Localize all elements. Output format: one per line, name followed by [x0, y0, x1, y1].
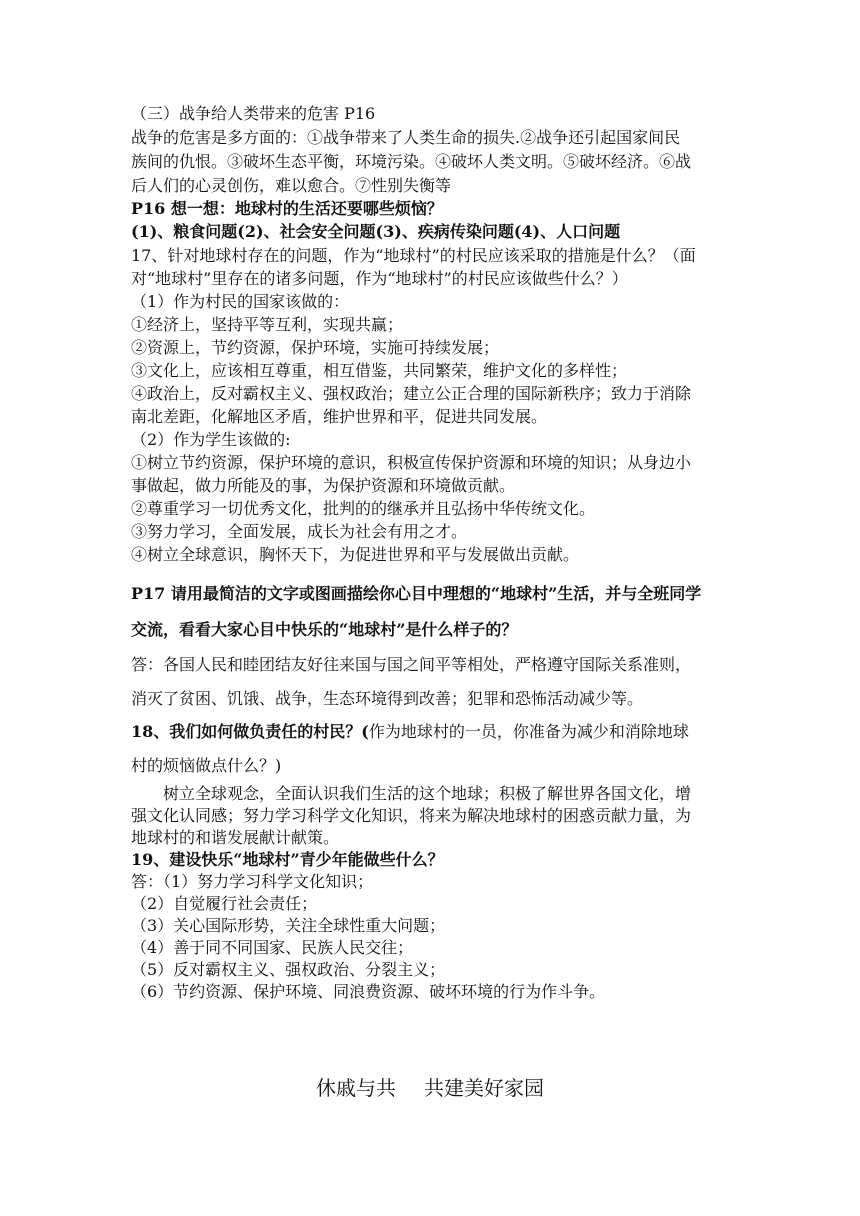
- subheading: （2）作为学生该做的:: [131, 430, 291, 449]
- list-item-continued: 南北差距，化解地区矛盾，维护世界和平，促进共同发展。: [131, 407, 548, 426]
- list-item: （4）善于同不同国家、民族人民交往；: [131, 938, 414, 957]
- answer-line: (1)、粮食问题(2)、社会安全问题(3)、疾病传染问题(4)、人口问题: [131, 222, 621, 241]
- question-heading: 交流，看看大家心目中快乐的“地球村”是什么样子的？: [131, 620, 518, 639]
- section-heading: （三）战争给人类带来的危害 P16: [131, 104, 376, 123]
- list-item-continued: 事做起，做力所能及的事，为保护资源和环境做贡献。: [131, 476, 516, 495]
- question-heading: P16 想一想：地球村的生活还要哪些烦恼？: [131, 199, 443, 218]
- list-item: ③努力学习，全面发展，成长为社会有用之才。: [131, 522, 468, 541]
- list-item: （3）关心国际形势，关注全球性重大问题；: [131, 916, 446, 935]
- question-heading: [131, 722, 689, 742]
- answer-line: 地球村的和谐发展献计献策。: [131, 828, 340, 847]
- answer-line: 答：（1）努力学习科学文化知识；: [131, 872, 374, 891]
- list-item: （2）自觉履行社会责任；: [131, 894, 318, 913]
- list-item: ③文化上，应该相互尊重，相互借鉴，共同繁荣，维护文化的多样性；: [131, 361, 628, 380]
- question-subtext: 村的烦恼做点什么？): [131, 756, 282, 775]
- question-line: 17、针对地球村存在的问题，作为“地球村”的村民应该采取的措施是什么？（面: [131, 246, 696, 265]
- question-subtext: 作为地球村的一员，你准备为减少和消除地球: [368, 722, 689, 741]
- question-line: 对“地球村”里存在的诸多问题，作为“地球村”的村民应该做些什么？）: [131, 269, 628, 288]
- list-item: ④政治上，反对霸权主义、强权政治；建立公正合理的国际新秩序；致力于消除: [131, 384, 692, 403]
- question-heading: P17 请用最简洁的文字或图画描绘你心目中理想的“地球村”生活，并与全班同学: [131, 584, 702, 603]
- question-heading: 19、建设快乐“地球村”青少年能做些什么？: [131, 850, 444, 869]
- section-title-part: 休戚与共: [316, 1076, 396, 1100]
- list-item: ①树立节约资源，保护环境的意识，积极宣传保护资源和环境的知识；从身边小: [131, 453, 692, 472]
- list-item: （5）反对霸权主义、强权政治、分裂主义；: [131, 960, 446, 979]
- list-item: ①经济上，坚持平等互利，实现共赢；: [131, 315, 404, 334]
- answer-line: 强文化认同感；努力学习科学文化知识，将来为解决地球村的困惑贡献力量，为: [131, 806, 692, 825]
- list-item: ②尊重学习一切优秀文化，批判的的继承并且弘扬中华传统文化。: [131, 499, 596, 518]
- paragraph-line: 战争的危害是多方面的：①战争带来了人类生命的损失.②战争还引起国家间民: [131, 128, 681, 147]
- section-title: [0, 1076, 860, 1100]
- section-title-part: 共建美好家园: [424, 1076, 544, 1100]
- question-number-text: 18、我们如何做负责任的村民？(: [131, 722, 369, 741]
- list-item: ②资源上，节约资源，保护环境，实施可持续发展；: [131, 338, 500, 357]
- answer-line: 树立全球观念，全面认识我们生活的这个地球；积极了解世界各国文化，增: [163, 784, 692, 803]
- list-item: （6）节约资源、保护环境、同浪费资源、破坏环境的行为作斗争。: [131, 982, 606, 1001]
- answer-line: 答：各国人民和睦团结友好往来国与国之间平等相处，严格遵守国际关系准则，: [131, 655, 692, 674]
- list-item: ④树立全球意识，胸怀天下，为促进世界和平与发展做出贡献。: [131, 545, 580, 564]
- paragraph-line: 后人们的心灵创伤，难以愈合。⑦性别失衡等: [131, 176, 452, 195]
- paragraph-line: 族间的仇恨。③破坏生态平衡，环境污染。④破坏人类文明。⑤破坏经济。⑥战: [131, 152, 692, 171]
- answer-line: 消灭了贫困、饥饿、战争，生态环境得到改善；犯罪和恐怖活动减少等。: [131, 689, 644, 708]
- subheading: （1）作为村民的国家该做的：: [131, 292, 350, 311]
